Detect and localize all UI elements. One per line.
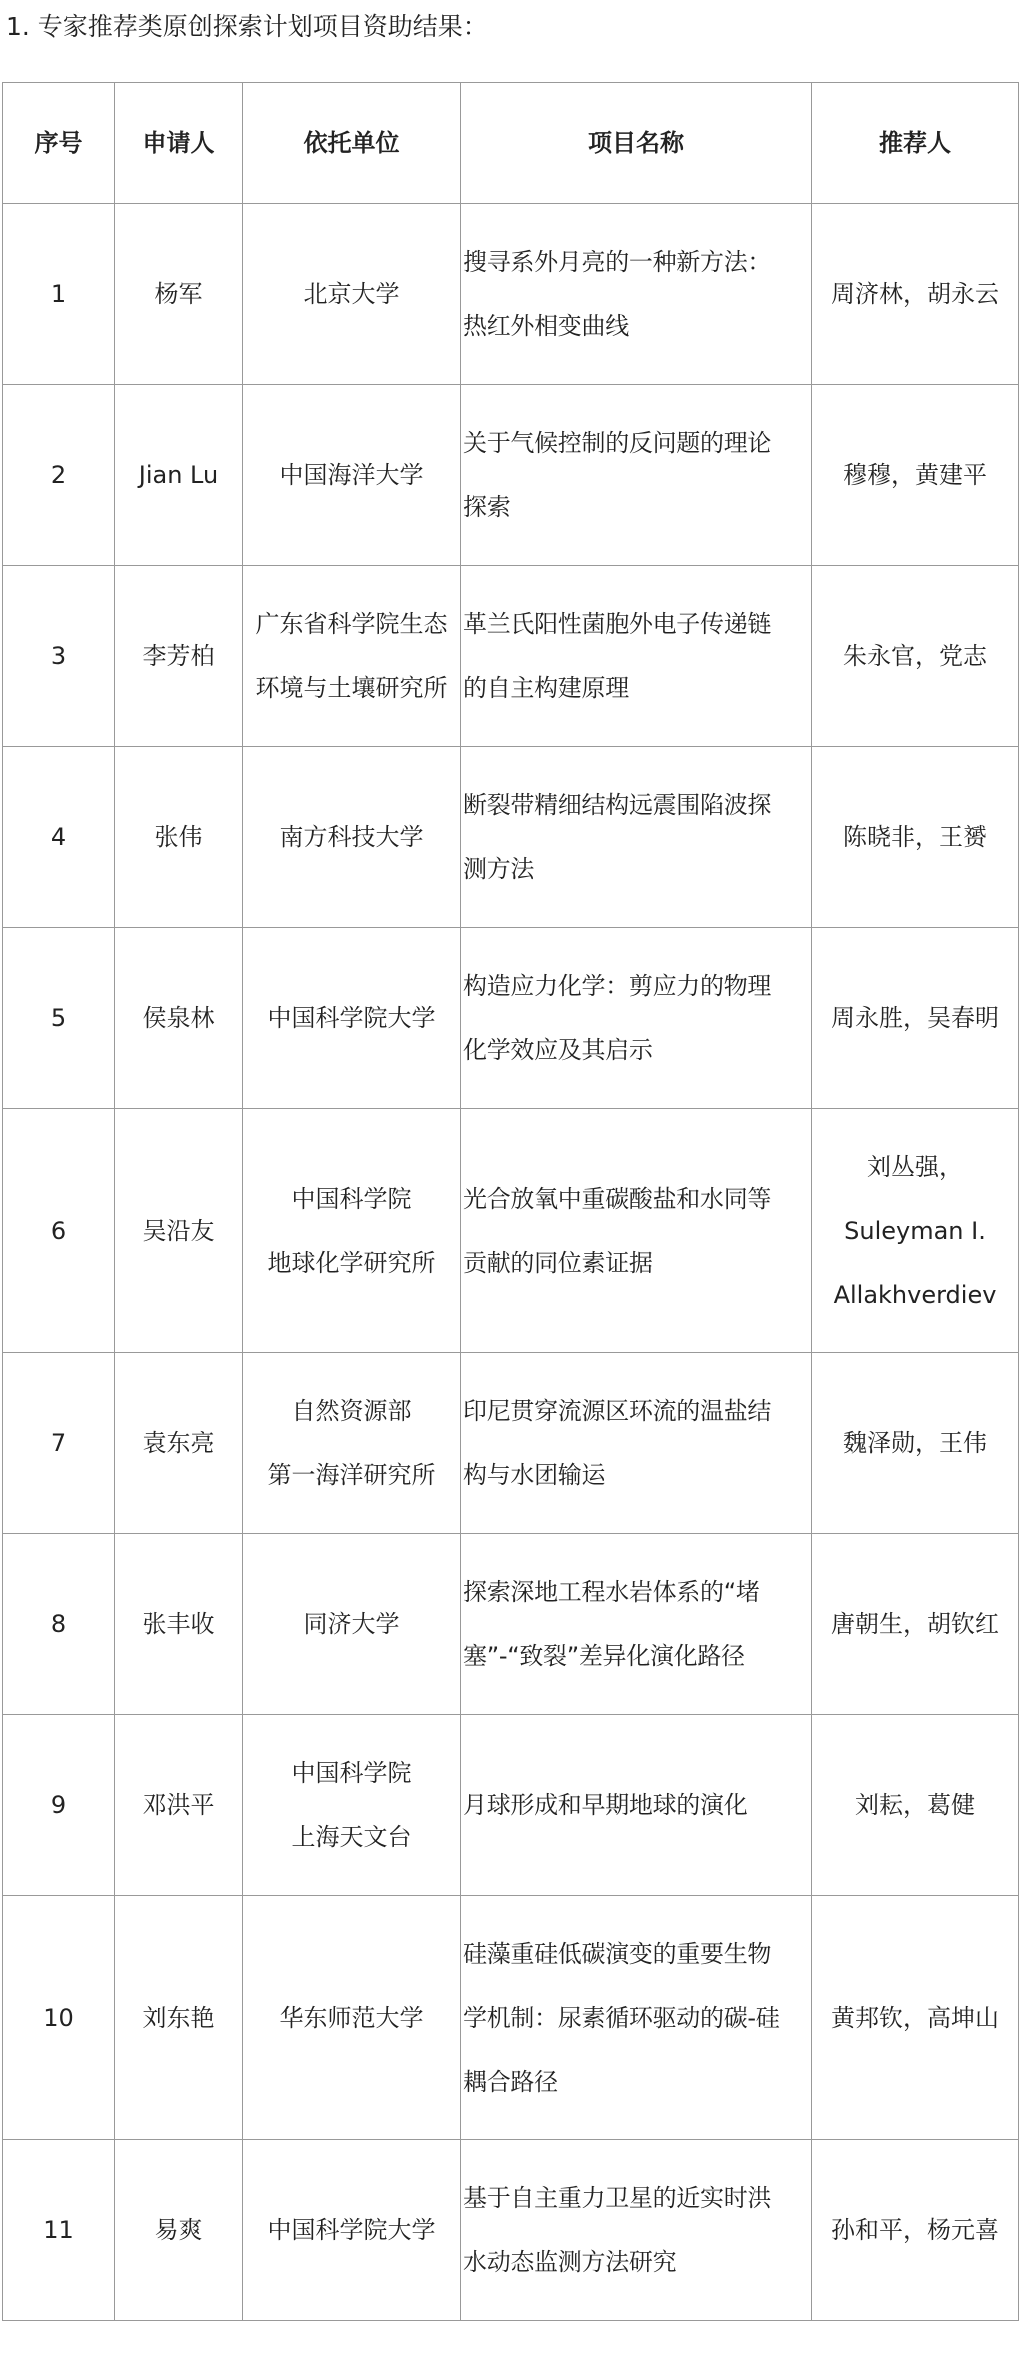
cell-applicant: 袁东亮 xyxy=(115,1353,243,1534)
recommender-line: 刘耘，葛健 xyxy=(855,1791,975,1819)
project-line: 关于气候控制的反问题的理论 xyxy=(463,429,772,457)
table-row xyxy=(3,1896,1019,2140)
cell-no: 3 xyxy=(3,566,115,747)
cell-project xyxy=(461,928,812,1109)
cell-institution xyxy=(243,747,461,928)
project-line: 光合放氧中重碳酸盐和水同等 xyxy=(463,1184,772,1213)
cell-institution xyxy=(243,1534,461,1715)
cell-project xyxy=(461,204,812,385)
project-line: 学机制：尿素循环驱动的碳-硅 xyxy=(463,2003,780,2032)
project-line: 化学效应及其启示 xyxy=(463,1036,653,1064)
table-row xyxy=(3,566,1019,747)
table-row xyxy=(3,1109,1019,1353)
header-no: 序号 xyxy=(3,83,115,204)
cell-applicant: 张伟 xyxy=(115,747,243,928)
header-project: 项目名称 xyxy=(461,83,812,204)
table-row xyxy=(3,204,1019,385)
project-line: 印尼贯穿流源区环流的温盐结 xyxy=(463,1397,772,1425)
table-row xyxy=(3,1715,1019,1896)
table-header-row xyxy=(3,83,1019,204)
cell-recommender xyxy=(812,1109,1019,1353)
cell-no: 6 xyxy=(3,1109,115,1353)
institution-line: 同济大学 xyxy=(303,1610,400,1638)
institution-line: 中国科学院大学 xyxy=(267,1004,436,1032)
cell-no: 5 xyxy=(3,928,115,1109)
cell-institution xyxy=(243,1715,461,1896)
recommender-line: 穆穆，黄建平 xyxy=(843,461,987,489)
project-line: 热红外相变曲线 xyxy=(463,312,629,340)
recommender-line: 周永胜，吴春明 xyxy=(831,1004,999,1032)
recommender-line: 黄邦钦，高坤山 xyxy=(831,2003,999,2032)
cell-recommender xyxy=(812,204,1019,385)
cell-institution xyxy=(243,385,461,566)
recommender-line: 孙和平，杨元喜 xyxy=(831,2216,999,2244)
institution-line: 自然资源部 xyxy=(291,1397,412,1425)
institution-line: 中国海洋大学 xyxy=(279,461,424,489)
cell-institution xyxy=(243,1109,461,1353)
project-line: 测方法 xyxy=(463,855,535,883)
table-row xyxy=(3,2140,1019,2321)
cell-project xyxy=(461,1353,812,1534)
cell-no: 1 xyxy=(3,204,115,385)
section-heading: 1. 专家推荐类原创探索计划项目资助结果： xyxy=(6,12,488,41)
project-line: 断裂带精细结构远震围陷波探 xyxy=(463,791,772,819)
cell-applicant: 杨军 xyxy=(115,204,243,385)
project-line: 耦合路径 xyxy=(463,2067,558,2096)
cell-no: 8 xyxy=(3,1534,115,1715)
institution-line: 中国科学院大学 xyxy=(267,2216,436,2244)
project-line: 月球形成和早期地球的演化 xyxy=(463,1791,748,1819)
cell-applicant: 张丰收 xyxy=(115,1534,243,1715)
cell-project xyxy=(461,747,812,928)
recommender-line: 陈晓非，王赟 xyxy=(843,823,987,851)
cell-recommender xyxy=(812,2140,1019,2321)
table-row xyxy=(3,1353,1019,1534)
cell-applicant: 吴沿友 xyxy=(115,1109,243,1353)
project-line: 搜寻系外月亮的一种新方法： xyxy=(463,248,772,276)
institution-line: 上海天文台 xyxy=(291,1823,412,1851)
cell-applicant: 李芳柏 xyxy=(115,566,243,747)
recommender-line: 周济林，胡永云 xyxy=(831,280,999,308)
institution-line: 环境与土壤研究所 xyxy=(255,674,448,702)
project-line: 硅藻重硅低碳演变的重要生物 xyxy=(463,1939,772,1968)
cell-recommender xyxy=(812,1534,1019,1715)
project-line: 贡献的同位素证据 xyxy=(463,1248,653,1277)
recommender-line: 唐朝生，胡钦红 xyxy=(831,1610,999,1638)
recommender-line: Allakhverdiev xyxy=(833,1280,997,1309)
cell-recommender xyxy=(812,1353,1019,1534)
header-applicant: 申请人 xyxy=(115,83,243,204)
recommender-line: 魏泽勋，王伟 xyxy=(843,1429,987,1457)
project-line: 的自主构建原理 xyxy=(463,674,629,702)
cell-no: 2 xyxy=(3,385,115,566)
institution-line: 华东师范大学 xyxy=(279,2003,424,2032)
cell-institution xyxy=(243,928,461,1109)
cell-recommender xyxy=(812,566,1019,747)
cell-applicant: 侯泉林 xyxy=(115,928,243,1109)
institution-line: 中国科学院 xyxy=(291,1184,412,1213)
cell-no: 10 xyxy=(3,1896,115,2140)
cell-no: 11 xyxy=(3,2140,115,2321)
cell-project xyxy=(461,566,812,747)
header-recommender: 推荐人 xyxy=(812,83,1019,204)
cell-no: 7 xyxy=(3,1353,115,1534)
cell-recommender xyxy=(812,747,1019,928)
institution-line: 地球化学研究所 xyxy=(267,1248,436,1277)
cell-project xyxy=(461,2140,812,2321)
institution-line: 中国科学院 xyxy=(291,1759,412,1787)
cell-institution xyxy=(243,204,461,385)
cell-recommender xyxy=(812,1715,1019,1896)
cell-institution xyxy=(243,2140,461,2321)
cell-project xyxy=(461,1896,812,2140)
cell-institution xyxy=(243,1896,461,2140)
cell-applicant: Jian Lu xyxy=(115,385,243,566)
table-row xyxy=(3,385,1019,566)
table-row xyxy=(3,1534,1019,1715)
cell-project xyxy=(461,1534,812,1715)
project-line: 探索深地工程水岩体系的“堵 xyxy=(463,1578,760,1606)
project-line: 革兰氏阳性菌胞外电子传递链 xyxy=(463,610,772,638)
recommender-line: 朱永官，党志 xyxy=(843,642,987,670)
cell-recommender xyxy=(812,1896,1019,2140)
cell-recommender xyxy=(812,928,1019,1109)
institution-line: 南方科技大学 xyxy=(279,823,424,851)
cell-institution xyxy=(243,566,461,747)
cell-applicant: 易爽 xyxy=(115,2140,243,2321)
project-line: 构造应力化学：剪应力的物理 xyxy=(463,972,772,1000)
cell-recommender xyxy=(812,385,1019,566)
header-institution: 依托单位 xyxy=(243,83,461,204)
project-line: 塞”-“致裂”差异化演化路径 xyxy=(463,1642,745,1670)
recommender-line: Suleyman I. xyxy=(844,1216,986,1245)
cell-no: 4 xyxy=(3,747,115,928)
cell-applicant: 邓洪平 xyxy=(115,1715,243,1896)
project-line: 水动态监测方法研究 xyxy=(463,2248,677,2276)
funding-results-table xyxy=(2,82,1019,2321)
table-row xyxy=(3,928,1019,1109)
cell-institution xyxy=(243,1353,461,1534)
project-line: 探索 xyxy=(463,493,511,521)
institution-line: 广东省科学院生态 xyxy=(255,610,448,638)
institution-line: 第一海洋研究所 xyxy=(267,1461,436,1489)
cell-project xyxy=(461,1715,812,1896)
recommender-line: 刘丛强， xyxy=(867,1152,963,1181)
project-line: 构与水团输运 xyxy=(463,1461,606,1489)
project-line: 基于自主重力卫星的近实时洪 xyxy=(463,2184,772,2212)
institution-line: 北京大学 xyxy=(303,280,400,308)
cell-applicant: 刘东艳 xyxy=(115,1896,243,2140)
cell-no: 9 xyxy=(3,1715,115,1896)
cell-project xyxy=(461,385,812,566)
cell-project xyxy=(461,1109,812,1353)
table-row xyxy=(3,747,1019,928)
